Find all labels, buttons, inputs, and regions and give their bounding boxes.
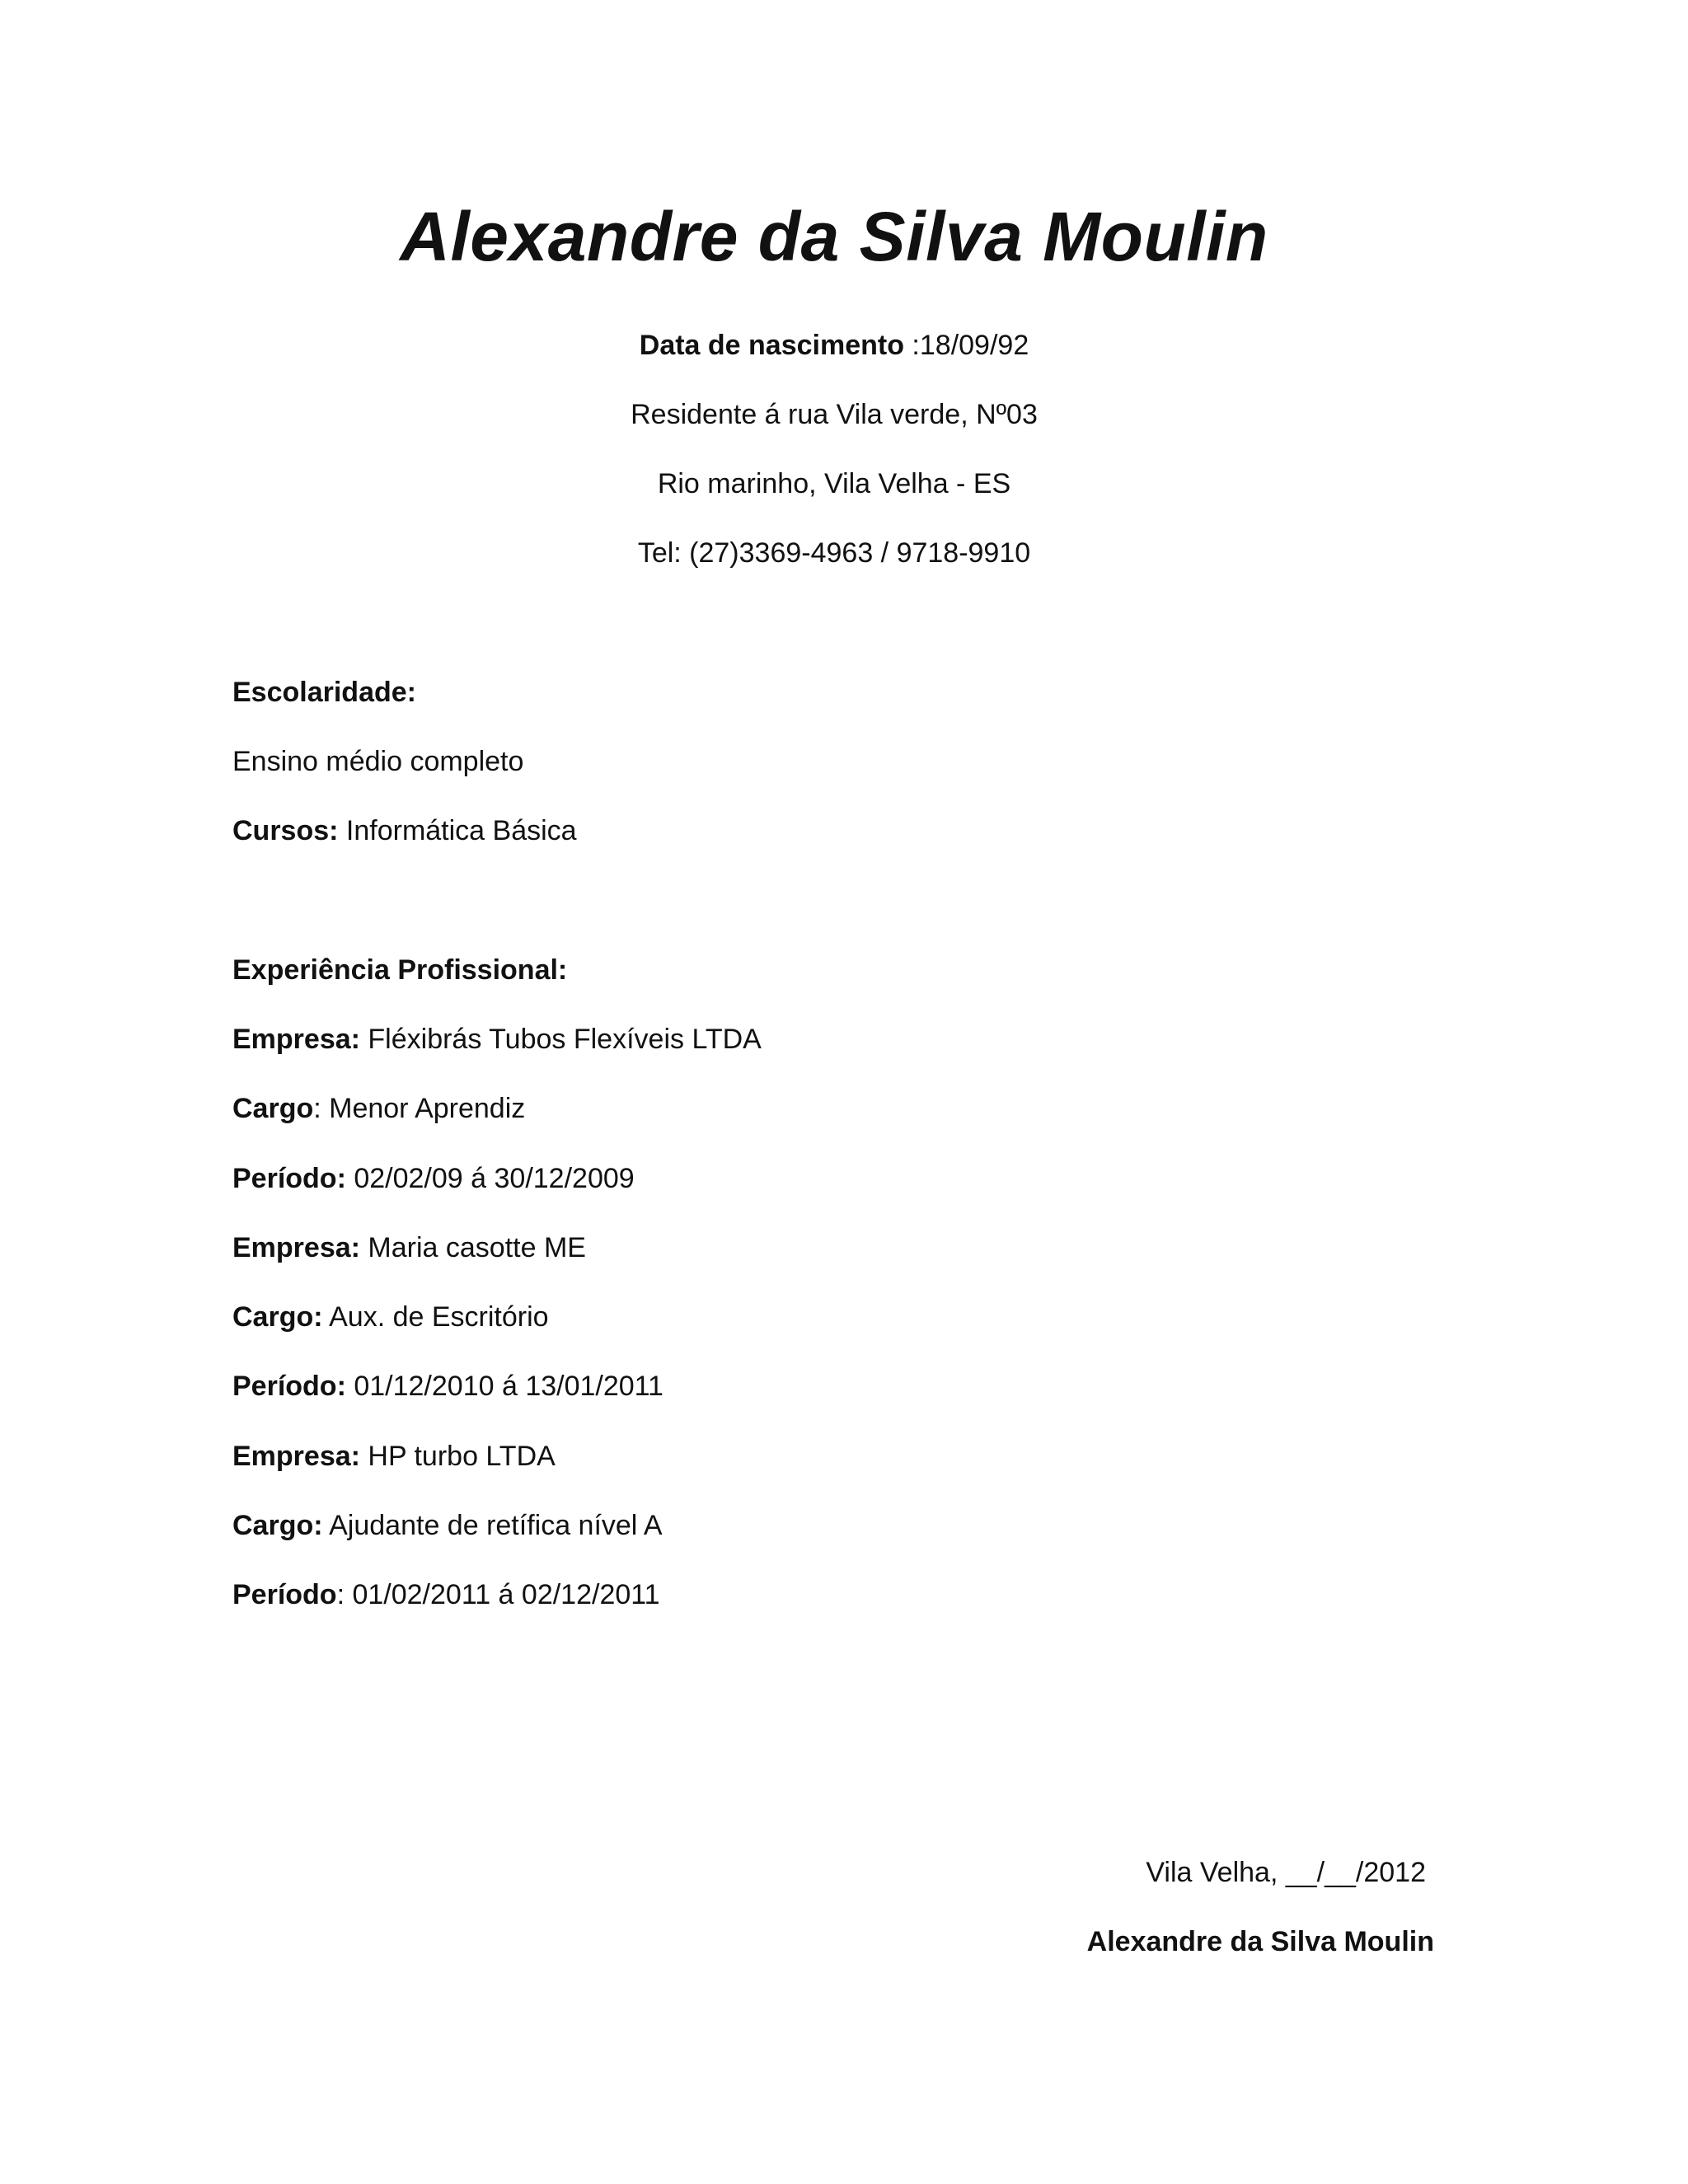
job-1-period [232,1160,635,1197]
period-label: Período: [232,1163,346,1194]
role-value: Aux. de Escritório [322,1301,549,1333]
courses-line [232,813,577,849]
period-value: 01/12/2010 á 13/01/2011 [345,1371,663,1402]
job-3-company [232,1438,556,1474]
courses-value: Informática Básica [338,815,577,846]
job-3-role [232,1507,663,1544]
period-label: Período [232,1579,337,1610]
period-value: : 01/02/2011 á 02/12/2011 [336,1579,660,1610]
phone-line: Tel: (27)3369-4963 / 9718-9910 [637,537,1031,569]
education-heading: Escolaridade: [232,677,416,708]
job-3-period [232,1577,660,1613]
company-label: Empresa: [232,1024,360,1055]
signature-name: Alexandre da Silva Moulin [1086,1926,1434,1957]
job-2-role [232,1299,549,1335]
job-1-company [232,1021,762,1057]
birth-date-value: :18/09/92 [903,330,1029,361]
courses-label: Cursos: [232,815,339,846]
period-value: 02/02/09 á 30/12/2009 [345,1163,635,1194]
experience-heading: Experiência Profissional: [232,954,568,986]
birth-date-line [0,327,1668,363]
job-2-company [232,1230,586,1266]
education-level: Ensino médio completo [232,746,524,777]
role-label: Cargo: [232,1301,323,1333]
company-value: Maria casotte ME [359,1232,586,1263]
birth-date-label: Data de nascimento [639,330,904,361]
job-2-period [232,1368,663,1404]
role-label: Cargo [232,1093,314,1124]
role-label: Cargo: [232,1510,323,1541]
company-value: HP turbo LTDA [359,1441,556,1472]
place-date-line: Vila Velha, __/__/2012 [1146,1857,1426,1888]
role-value: : Menor Aprendiz [313,1093,526,1124]
company-value: Fléxibrás Tubos Flexíveis LTDA [359,1024,762,1055]
period-label: Período: [232,1371,346,1402]
company-label: Empresa: [232,1441,360,1472]
address-line: Residente á rua Vila verde, Nº03 [631,399,1038,430]
role-value: Ajudante de retífica nível A [322,1510,663,1541]
job-1-role [232,1090,525,1127]
district-line: Rio marinho, Vila Velha - ES [657,468,1011,499]
company-label: Empresa: [232,1232,360,1263]
page-title: Alexandre da Silva Moulin [400,198,1268,275]
